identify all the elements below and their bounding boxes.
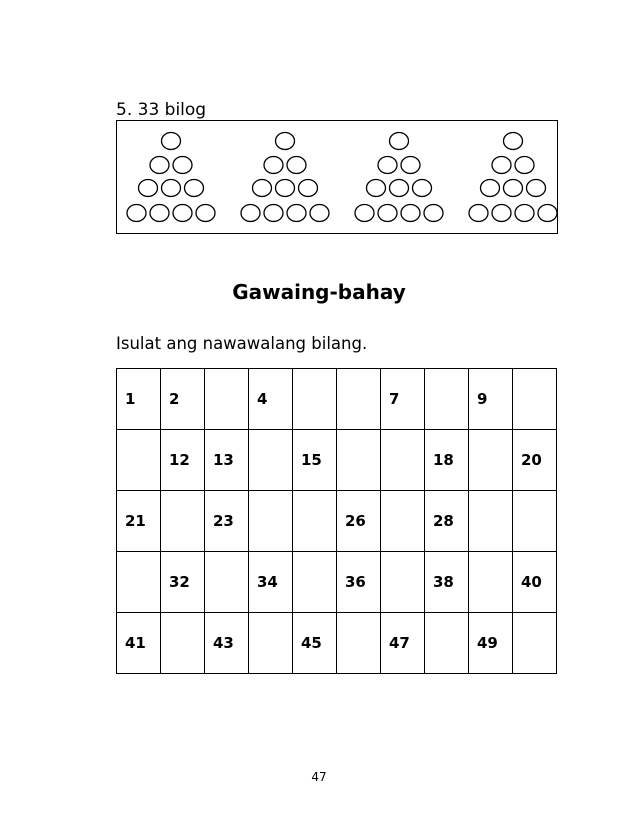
grid-cell: 23 bbox=[205, 491, 249, 552]
grid-cell-blank[interactable] bbox=[469, 491, 513, 552]
circle-shape bbox=[299, 180, 318, 197]
grid-cell-blank[interactable] bbox=[513, 613, 557, 674]
grid-cell: 34 bbox=[249, 552, 293, 613]
circle-shape bbox=[276, 180, 295, 197]
grid-row bbox=[117, 613, 557, 674]
circle-shape bbox=[401, 157, 420, 174]
grid-cell: 43 bbox=[205, 613, 249, 674]
circle-shape bbox=[492, 205, 511, 222]
circle-shape bbox=[264, 205, 283, 222]
grid-cell-blank[interactable] bbox=[381, 491, 425, 552]
grid-cell: 36 bbox=[337, 552, 381, 613]
grid-cell: 12 bbox=[161, 430, 205, 491]
grid-cell: 9 bbox=[469, 369, 513, 430]
grid-cell-blank[interactable] bbox=[249, 491, 293, 552]
grid-cell: 2 bbox=[161, 369, 205, 430]
grid-cell: 47 bbox=[381, 613, 425, 674]
grid-row bbox=[117, 491, 557, 552]
grid-cell: 38 bbox=[425, 552, 469, 613]
grid-cell: 45 bbox=[293, 613, 337, 674]
circle-shape bbox=[378, 157, 397, 174]
circle-shape bbox=[390, 133, 409, 150]
grid-cell-blank[interactable] bbox=[205, 369, 249, 430]
circle-shape bbox=[264, 157, 283, 174]
circle-shape bbox=[413, 180, 432, 197]
circle-shape bbox=[527, 180, 546, 197]
homework-instruction: Isulat ang nawawalang bilang. bbox=[116, 334, 368, 353]
circle-shape bbox=[241, 205, 260, 222]
circle-shape bbox=[492, 157, 511, 174]
circle-shape bbox=[367, 180, 386, 197]
circle-shape bbox=[378, 205, 397, 222]
circle-shape bbox=[401, 205, 420, 222]
grid-cell: 1 bbox=[117, 369, 161, 430]
circle-shape bbox=[196, 205, 215, 222]
circle-shape bbox=[355, 205, 374, 222]
exercise-item-label: 5. 33 bilog bbox=[116, 100, 207, 120]
grid-cell: 7 bbox=[381, 369, 425, 430]
circle-shape bbox=[162, 133, 181, 150]
grid-row bbox=[117, 552, 557, 613]
grid-cell-blank[interactable] bbox=[425, 369, 469, 430]
circle-shape bbox=[515, 205, 534, 222]
circle-shape bbox=[469, 205, 488, 222]
grid-cell: 26 bbox=[337, 491, 381, 552]
circle-shape bbox=[276, 133, 295, 150]
circle-shape bbox=[150, 157, 169, 174]
circle-shape bbox=[390, 180, 409, 197]
circle-shape bbox=[310, 205, 329, 222]
circle-shape bbox=[424, 205, 443, 222]
grid-cell-blank[interactable] bbox=[117, 430, 161, 491]
circle-shape bbox=[287, 157, 306, 174]
grid-cell-blank[interactable] bbox=[425, 613, 469, 674]
circle-groups-box bbox=[116, 120, 558, 234]
circle-shape bbox=[173, 157, 192, 174]
grid-cell-blank[interactable] bbox=[513, 369, 557, 430]
grid-cell: 40 bbox=[513, 552, 557, 613]
grid-cell-blank[interactable] bbox=[161, 613, 205, 674]
grid-cell-blank[interactable] bbox=[205, 552, 249, 613]
circle-shape bbox=[185, 180, 204, 197]
circle-shape bbox=[173, 205, 192, 222]
grid-cell: 4 bbox=[249, 369, 293, 430]
grid-cell-blank[interactable] bbox=[469, 430, 513, 491]
circle-shape bbox=[504, 133, 523, 150]
circle-shape bbox=[127, 205, 146, 222]
grid-cell: 18 bbox=[425, 430, 469, 491]
grid-cell: 32 bbox=[161, 552, 205, 613]
grid-cell-blank[interactable] bbox=[381, 430, 425, 491]
grid-row bbox=[117, 430, 557, 491]
grid-cell-blank[interactable] bbox=[293, 491, 337, 552]
grid-cell-blank[interactable] bbox=[293, 369, 337, 430]
grid-cell-blank[interactable] bbox=[469, 552, 513, 613]
homework-title: Gawaing-bahay bbox=[232, 280, 406, 304]
circle-shape bbox=[504, 180, 523, 197]
circle-shape bbox=[253, 180, 272, 197]
grid-cell: 21 bbox=[117, 491, 161, 552]
circle-shape bbox=[538, 205, 557, 222]
circle-shape bbox=[481, 180, 500, 197]
grid-cell: 15 bbox=[293, 430, 337, 491]
grid-cell-blank[interactable] bbox=[249, 613, 293, 674]
grid-cell-blank[interactable] bbox=[249, 430, 293, 491]
grid-cell: 28 bbox=[425, 491, 469, 552]
grid-cell-blank[interactable] bbox=[337, 430, 381, 491]
missing-number-grid bbox=[116, 368, 557, 674]
circle-groups-drawing bbox=[117, 121, 559, 235]
page-number: 47 bbox=[311, 770, 327, 784]
grid-cell-blank[interactable] bbox=[381, 552, 425, 613]
grid-cell-blank[interactable] bbox=[337, 613, 381, 674]
grid-cell: 49 bbox=[469, 613, 513, 674]
grid-cell: 41 bbox=[117, 613, 161, 674]
grid-cell-blank[interactable] bbox=[293, 552, 337, 613]
circle-shape bbox=[139, 180, 158, 197]
circle-shape bbox=[150, 205, 169, 222]
grid-row bbox=[117, 369, 557, 430]
circle-shape bbox=[287, 205, 306, 222]
circle-shape bbox=[162, 180, 181, 197]
grid-cell-blank[interactable] bbox=[337, 369, 381, 430]
grid-cell: 13 bbox=[205, 430, 249, 491]
circle-shape bbox=[515, 157, 534, 174]
grid-cell-blank[interactable] bbox=[513, 491, 557, 552]
grid-cell-blank[interactable] bbox=[161, 491, 205, 552]
grid-cell-blank[interactable] bbox=[117, 552, 161, 613]
grid-cell: 20 bbox=[513, 430, 557, 491]
